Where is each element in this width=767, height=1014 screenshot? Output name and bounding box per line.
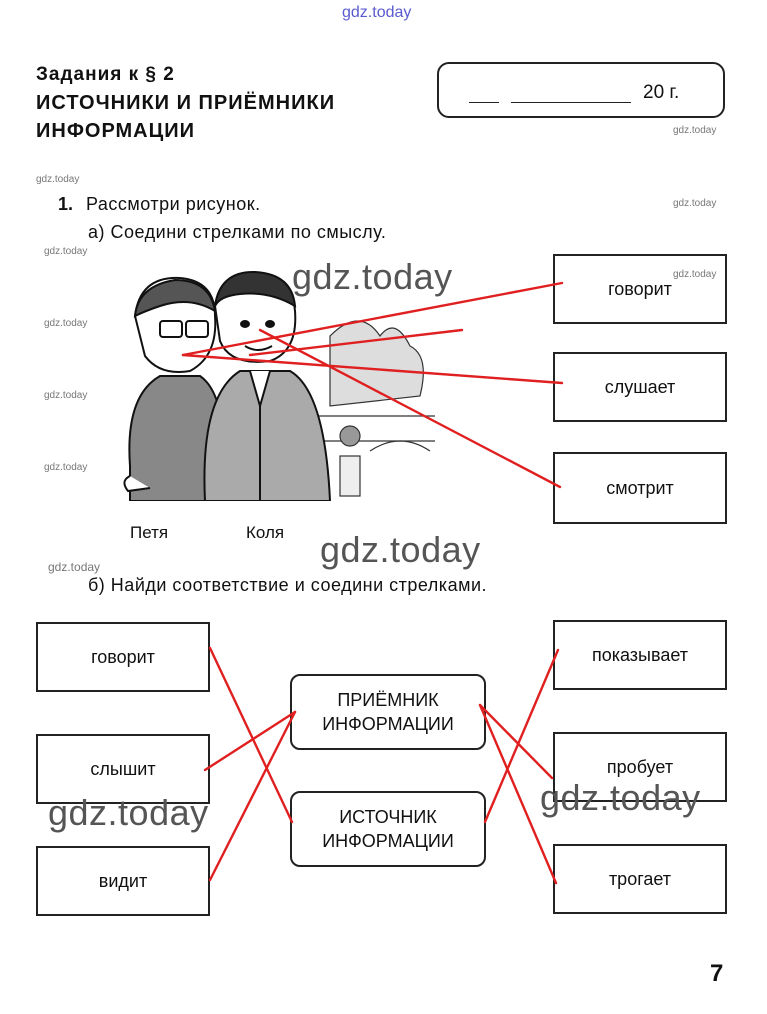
b-right-label: показывает (591, 644, 689, 665)
source-label: ИСТОЧНИК ИНФОРМАЦИИ (322, 807, 454, 851)
name-petya: Петя (130, 523, 169, 542)
page-title-line1: ИСТОЧНИКИ И ПРИЁМНИКИ (36, 92, 336, 114)
answer-line (183, 355, 562, 383)
watermark-big: gdz.today (48, 792, 209, 833)
receiver-label: ПРИЁМНИК ИНФОРМАЦИИ (322, 690, 454, 734)
watermark-small: gdz.today (673, 125, 717, 136)
name-kolya: Коля (246, 523, 285, 542)
watermark-small: gdz.today (36, 174, 80, 185)
watermark-small: gdz.today (44, 318, 88, 329)
b-left-label: слышит (90, 758, 156, 779)
a-box-label: говорит (608, 278, 672, 299)
b-left-label: говорит (91, 646, 155, 667)
a-box-label: слушает (604, 376, 676, 397)
watermark-small: gdz.today (673, 269, 717, 280)
answer-line (480, 705, 552, 778)
top-watermark: gdz.today (342, 4, 412, 21)
date-year: 20 г. (643, 82, 680, 103)
watermark-small: gdz.today (44, 462, 88, 473)
watermark-big: gdz.today (540, 777, 701, 818)
answer-line (210, 648, 292, 822)
page-number: 7 (710, 960, 724, 987)
watermark-small: gdz.today (44, 390, 88, 401)
a-box-label: смотрит (606, 477, 674, 498)
watermark-big: gdz.today (292, 256, 453, 297)
page-title-line2: ИНФОРМАЦИИ (36, 120, 195, 142)
watermark-small: gdz.today (48, 560, 101, 574)
b-right-label: пробует (606, 756, 674, 777)
task-instruction: Рассмотри рисунок. (86, 194, 261, 214)
part-b-instruction: б) Найди соответствие и соедини стрелками. (88, 575, 488, 595)
part-a-instruction: а) Соедини стрелками по смыслу. (88, 222, 387, 242)
answer-line (260, 330, 560, 487)
b-right-label: трогает (608, 868, 672, 889)
b-left-label: видит (98, 870, 148, 891)
assignment-label: Задания к § 2 (36, 64, 175, 85)
watermark-small: gdz.today (673, 198, 717, 209)
watermark-big: gdz.today (320, 529, 481, 570)
task-number: 1. (58, 194, 74, 214)
watermark-small: gdz.today (44, 246, 88, 257)
